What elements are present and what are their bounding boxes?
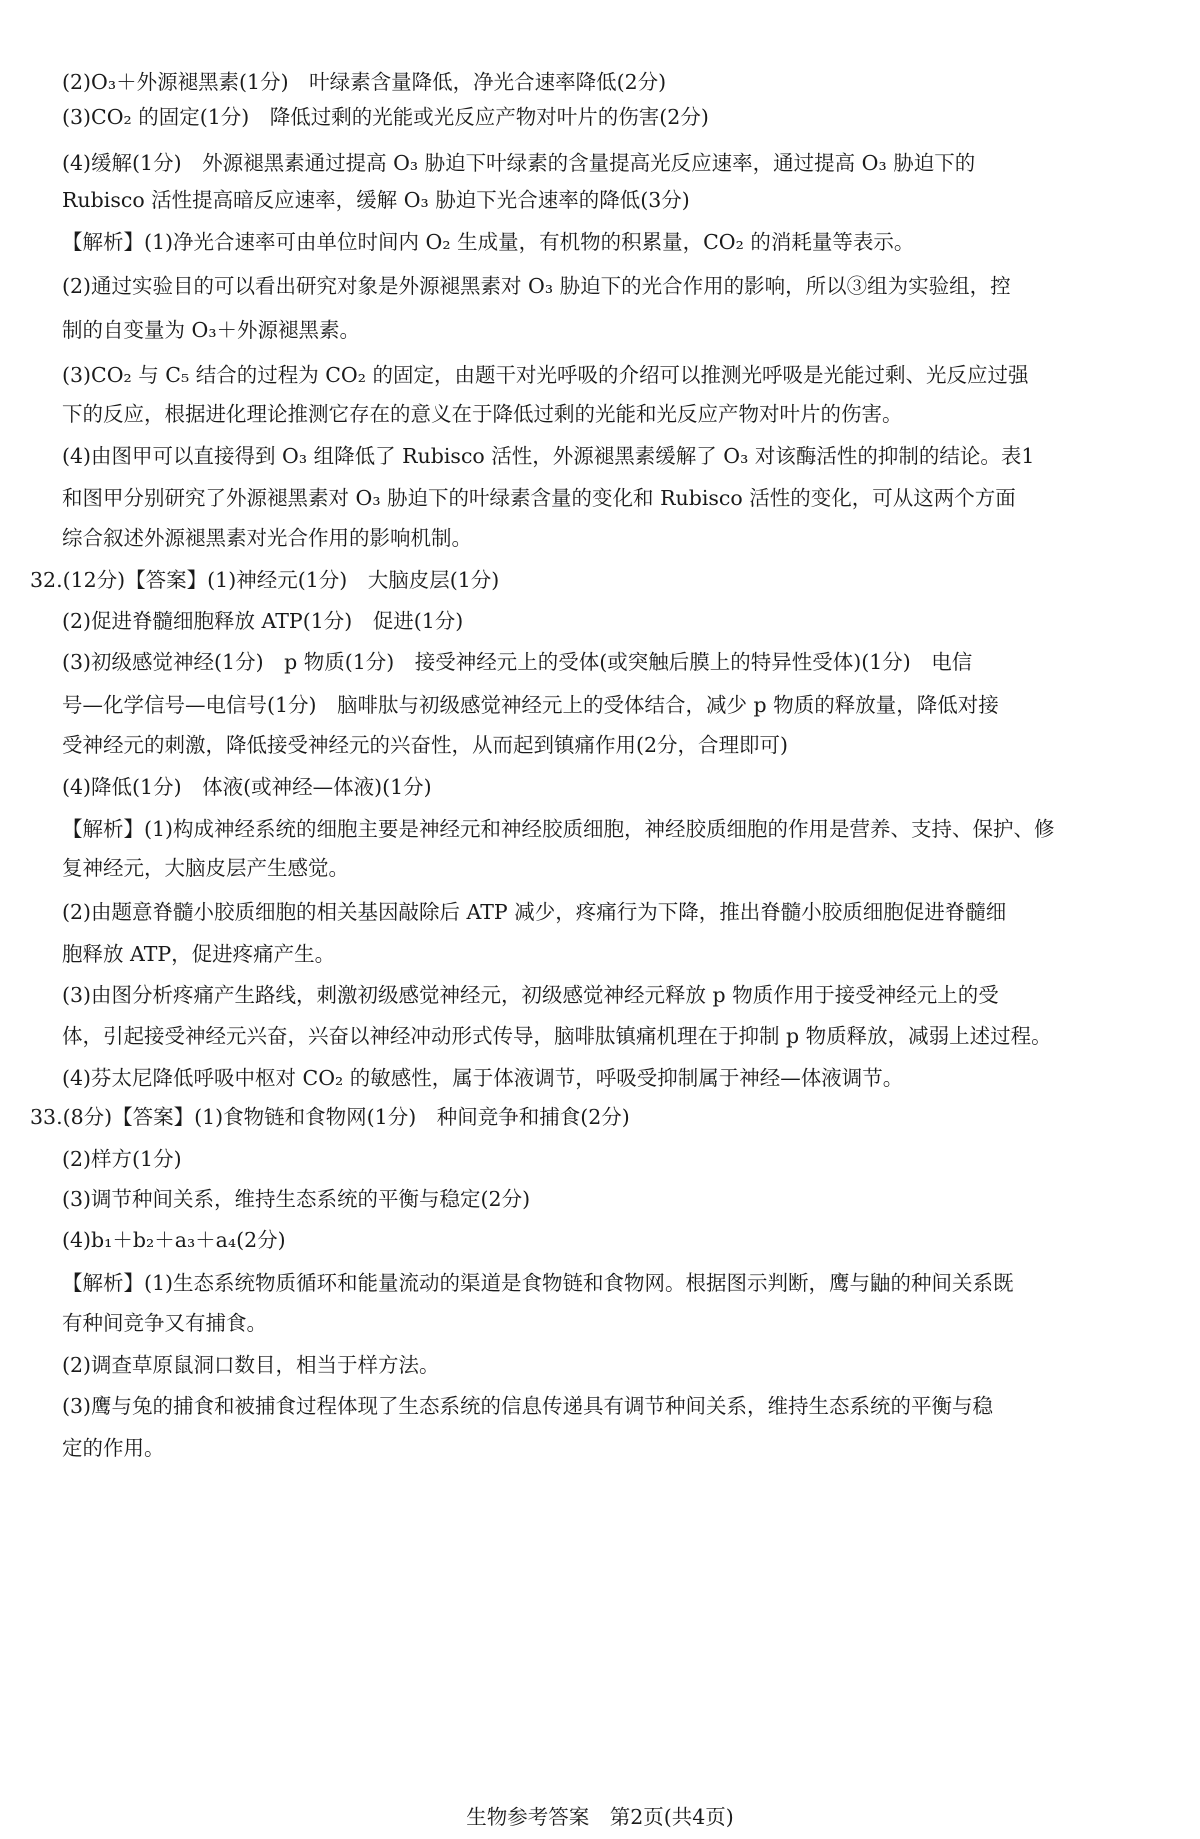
text-line: (4)芬太尼降低呼吸中枢对 CO₂ 的敏感性，属于体液调节，呼吸受抑制属于神经—体液调节。	[62, 1066, 904, 1090]
text-line: 号—化学信号—电信号(1分) 脑啡肽与初级感觉神经元上的受体结合，减少 p 物质的释放量，降低对接	[62, 693, 999, 717]
text-line: (2)样方(1分)	[62, 1147, 182, 1171]
text-line: (3)调节种间关系，维持生态系统的平衡与稳定(2分)	[62, 1187, 531, 1211]
text-line: (2)调查草原鼠洞口数目，相当于样方法。	[62, 1353, 440, 1377]
text-line: (3)由图分析疼痛产生路线，刺激初级感觉神经元，初级感觉神经元释放 p 物质作用于接受神经元上的受	[62, 983, 999, 1007]
text-line: (3)初级感觉神经(1分) p 物质(1分) 接受神经元上的受体(或突触后膜上的特异性受体)(1分) 电信	[62, 650, 973, 674]
question-heading: 33.(8分)【答案】(1)食物链和食物网(1分) 种间竞争和捕食(2分)	[30, 1105, 630, 1129]
text-line: 胞释放 ATP，促进疼痛产生。	[62, 942, 336, 966]
text-line: (4)缓解(1分) 外源褪黑素通过提高 O₃ 胁迫下叶绿素的含量提高光反应速率，通过提高 O₃ 胁迫下的	[62, 151, 976, 175]
text-line: (3)CO₂ 与 C₅ 结合的过程为 CO₂ 的固定，由题干对光呼吸的介绍可以推测光呼吸是光能过剩、光反应过强	[62, 363, 1029, 387]
text-line: 有种间竞争又有捕食。	[62, 1311, 267, 1335]
text-line: 下的反应，根据进化理论推测它存在的意义在于降低过剩的光能和光反应产物对叶片的伤害。	[62, 402, 903, 426]
text-line: 【解析】(1)净光合速率可由单位时间内 O₂ 生成量，有机物的积累量，CO₂ 的消耗量等表示。	[62, 230, 915, 254]
text-line: 复神经元，大脑皮层产生感觉。	[62, 856, 349, 880]
page-footer: 生物参考答案 第2页(共4页)	[466, 1805, 734, 1829]
text-line: (2)促进脊髓细胞释放 ATP(1分) 促进(1分)	[62, 609, 464, 633]
text-line: 制的自变量为 O₃＋外源褪黑素。	[62, 318, 361, 342]
text-line: Rubisco 活性提高暗反应速率，缓解 O₃ 胁迫下光合速率的降低(3分)	[62, 188, 690, 212]
text-line: 和图甲分别研究了外源褪黑素对 O₃ 胁迫下的叶绿素含量的变化和 Rubisco 活性的变化，可从这两个方面	[62, 486, 1016, 510]
text-line: 定的作用。	[62, 1436, 165, 1460]
text-line: (3)CO₂ 的固定(1分) 降低过剩的光能或光反应产物对叶片的伤害(2分)	[62, 105, 709, 129]
text-line: (3)鹰与兔的捕食和被捕食过程体现了生态系统的信息传递具有调节种间关系，维持生态系统的平衡与稳	[62, 1394, 994, 1418]
text-line: 受神经元的刺激，降低接受神经元的兴奋性，从而起到镇痛作用(2分，合理即可)	[62, 733, 789, 757]
text-line: (2)由题意脊髓小胶质细胞的相关基因敲除后 ATP 减少，疼痛行为下降，推出脊髓小胶质细胞促进脊髓细	[62, 900, 1007, 924]
text-line: (4)b₁＋b₂＋a₃＋a₄(2分)	[62, 1228, 286, 1252]
text-line: 体，引起接受神经元兴奋，兴奋以神经冲动形式传导，脑啡肽镇痛机理在于抑制 p 物质释放，减弱上述过程。	[62, 1024, 1052, 1048]
text-line: (2)O₃＋外源褪黑素(1分) 叶绿素含量降低，净光合速率降低(2分)	[62, 70, 667, 94]
text-line: (4)降低(1分) 体液(或神经—体液)(1分)	[62, 775, 432, 799]
question-heading: 32.(12分)【答案】(1)神经元(1分) 大脑皮层(1分)	[30, 568, 500, 592]
text-line: (2)通过实验目的可以看出研究对象是外源褪黑素对 O₃ 胁迫下的光合作用的影响，所以③组为实验组，控	[62, 274, 1011, 298]
text-line: 【解析】(1)生态系统物质循环和能量流动的渠道是食物链和食物网。根据图示判断，鹰与鼬的种间关系既	[62, 1271, 1014, 1295]
text-line: 【解析】(1)构成神经系统的细胞主要是神经元和神经胶质细胞，神经胶质细胞的作用是营养、支持、保护、修	[62, 817, 1055, 841]
text-line: (4)由图甲可以直接得到 O₃ 组降低了 Rubisco 活性，外源褪黑素缓解了 O₃ 对该酶活性的抑制的结论。表1	[62, 444, 1035, 468]
text-line: 综合叙述外源褪黑素对光合作用的影响机制。	[62, 526, 472, 550]
